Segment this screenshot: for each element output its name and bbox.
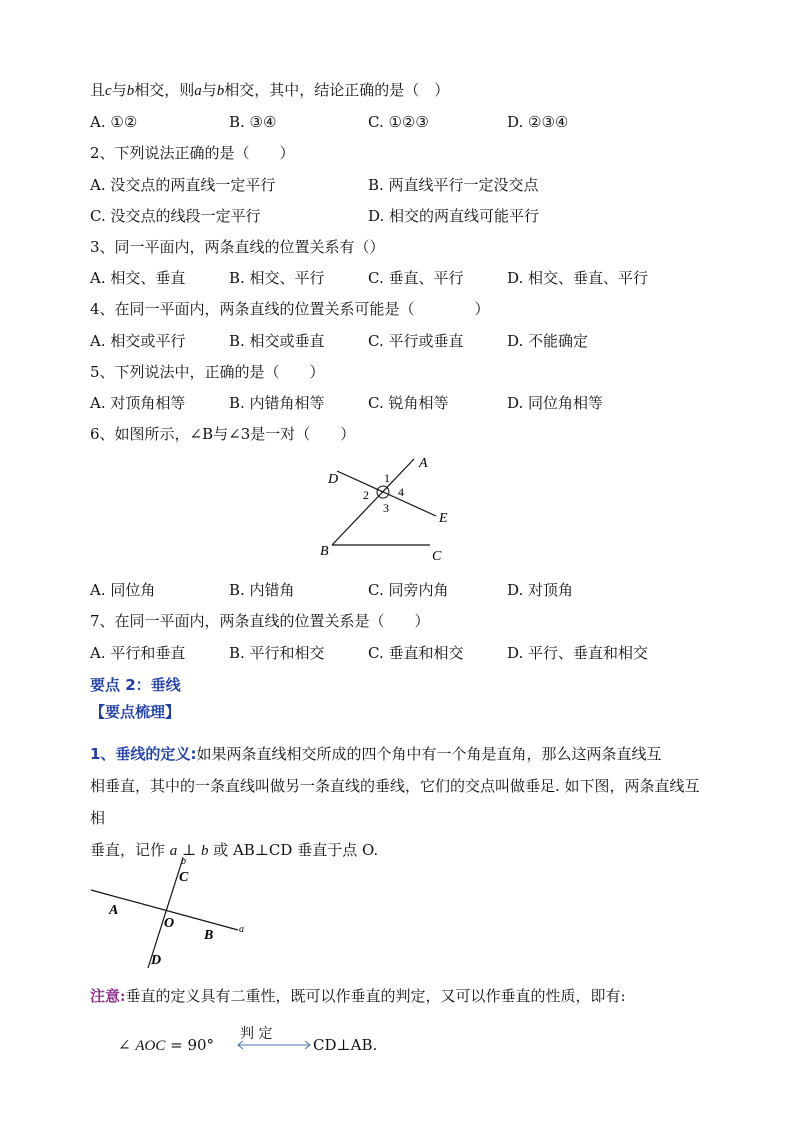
- var-a: a: [194, 83, 202, 99]
- q4-stem: 4、在同一平面内，两条直线的位置关系可能是（ ）: [90, 300, 490, 318]
- line-ba: [332, 459, 414, 545]
- var-c: c: [105, 83, 112, 99]
- q1-option-d: D. ②③④: [507, 113, 569, 131]
- perp-symbol: ⊥: [177, 841, 201, 859]
- q6-stem: 6、如图所示，∠B与∠3是一对（ ）: [90, 425, 356, 443]
- q6-option-c: C. 同旁内角: [368, 581, 449, 599]
- q2-option-c: C. 没交点的线段一定平行: [90, 207, 261, 225]
- formula-equals: = 90°: [165, 1036, 215, 1054]
- angle-symbol: ∠: [118, 1036, 131, 1054]
- angle-aoc: AOC: [135, 1038, 166, 1054]
- text: 或 AB⊥CD 垂直于点 O.: [208, 841, 379, 859]
- note-line: [90, 986, 626, 1006]
- var-b: b: [200, 843, 209, 859]
- label-c: C: [179, 870, 189, 885]
- label-b-line: b: [181, 856, 186, 867]
- q4-option-a: A. 相交或平行: [90, 332, 186, 350]
- q5-option-c: C. 锐角相等: [368, 394, 449, 412]
- label-d: D: [328, 472, 339, 487]
- var-b: b: [216, 83, 225, 99]
- definition-line-1: [90, 738, 710, 770]
- angle-figure: [300, 450, 480, 570]
- q3-option-d: D. 相交、垂直、平行: [507, 269, 649, 287]
- q5-option-d: D. 同位角相等: [507, 394, 604, 412]
- var-a: a: [169, 843, 178, 859]
- q5-option-a: A. 对顶角相等: [90, 394, 186, 412]
- label-a-line: a: [239, 924, 244, 935]
- text: 且: [90, 81, 106, 99]
- q6-option-b: B. 内错角: [229, 581, 295, 599]
- q1-tail: [90, 80, 449, 101]
- q1-option-b: B. ③④: [229, 113, 277, 131]
- q7-option-d: D. 平行、垂直和相交: [507, 644, 649, 662]
- q3-option-b: B. 相交、平行: [229, 269, 325, 287]
- arrow-label: 判 定: [240, 1026, 273, 1042]
- label-c: C: [432, 549, 442, 564]
- q5-option-b: B. 内错角相等: [229, 394, 325, 412]
- q7-option-a: A. 平行和垂直: [90, 644, 186, 662]
- formula-left: [118, 1035, 214, 1056]
- note-label: 注意:: [90, 987, 126, 1005]
- definition-line-2: 相垂直，其中的一条直线叫做另一条直线的垂线，它们的交点叫做垂足. 如下图，两条直线互相: [90, 777, 700, 827]
- q4-option-b: B. 相交或垂直: [229, 332, 325, 350]
- q7-option-c: C. 垂直和相交: [368, 644, 464, 662]
- text: 相交，其中，结论正确的是（ ）: [224, 81, 450, 99]
- q2-option-b: B. 两直线平行一定没交点: [368, 176, 539, 194]
- label-angle-2: 2: [363, 488, 369, 502]
- text: 与: [111, 81, 127, 99]
- q5-stem: 5、下列说法中，正确的是（ ）: [90, 363, 325, 381]
- q4-option-d: D. 不能确定: [507, 332, 589, 350]
- q1-option-c: C. ①②③: [368, 113, 429, 131]
- text: 垂直，记作: [90, 841, 170, 859]
- perpendicular-figure: [88, 850, 258, 975]
- label-b: B: [320, 544, 329, 559]
- q7-option-b: B. 平行和相交: [229, 644, 325, 662]
- q3-option-c: C. 垂直、平行: [368, 269, 464, 287]
- definition-text: 如果两条直线相交所成的四个角中有一个角是直角，那么这两条直线互: [196, 745, 662, 763]
- label-a: A: [109, 903, 119, 918]
- q3-option-a: A. 相交、垂直: [90, 269, 186, 287]
- note-text: 垂直的定义具有二重性，既可以作垂直的判定，又可以作垂直的性质，即有:: [125, 987, 626, 1005]
- label-angle-4: 4: [398, 485, 404, 499]
- text: 与: [201, 81, 217, 99]
- label-e: E: [439, 511, 448, 526]
- label-o: O: [164, 916, 175, 931]
- label-angle-1: 1: [384, 471, 390, 485]
- label-angle-3: 3: [383, 501, 389, 515]
- double-arrow: [234, 1038, 314, 1052]
- q1-option-a: A. ①②: [90, 113, 138, 131]
- section-title: 要点 2：垂线: [90, 676, 181, 694]
- q4-option-c: C. 平行或垂直: [368, 332, 464, 350]
- q2-option-a: A. 没交点的两直线一定平行: [90, 176, 276, 194]
- formula-result: CD⊥AB.: [313, 1036, 378, 1054]
- q7-stem: 7、在同一平面内，两条直线的位置关系是（ ）: [90, 612, 430, 630]
- q6-option-d: D. 对顶角: [507, 581, 574, 599]
- text: 相交，则: [134, 81, 195, 99]
- section-subtitle: 【要点梳理】: [90, 703, 181, 721]
- label-b: B: [204, 928, 214, 943]
- label-a: A: [419, 456, 428, 471]
- label-d: D: [151, 953, 162, 968]
- q2-stem: 2、下列说法正确的是（ ）: [90, 144, 295, 162]
- var-b: b: [126, 83, 135, 99]
- definition-term: 1、垂线的定义:: [90, 745, 197, 763]
- q2-option-d: D. 相交的两直线可能平行: [368, 207, 540, 225]
- definition-paragraph: [90, 738, 710, 867]
- q6-option-a: A. 同位角: [90, 581, 156, 599]
- q3-stem: 3、同一平面内，两条直线的位置关系有（）: [90, 238, 385, 256]
